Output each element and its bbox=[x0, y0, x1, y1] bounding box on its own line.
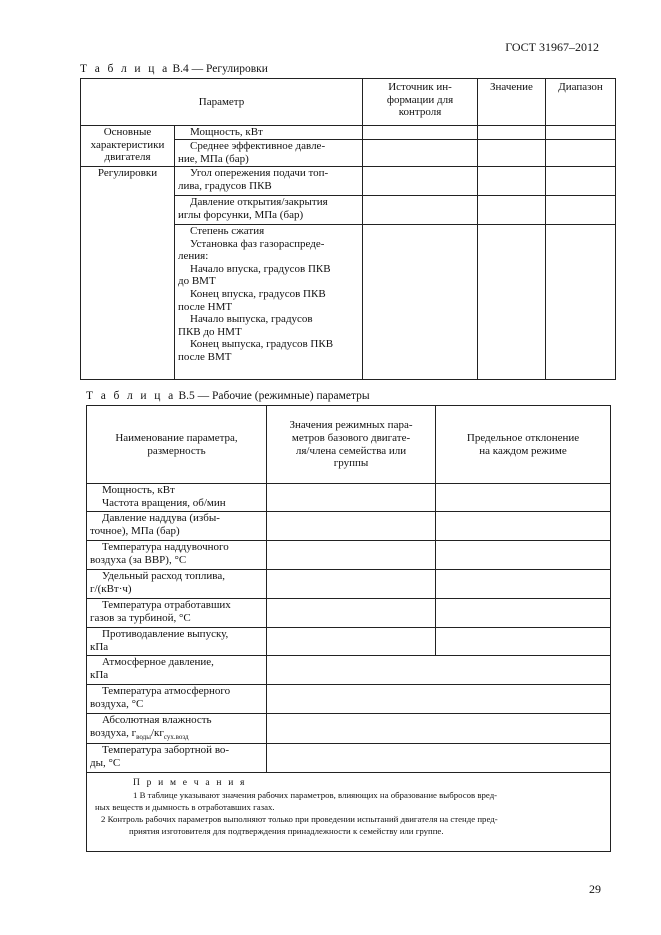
cell-range bbox=[546, 225, 616, 380]
cell-range bbox=[546, 126, 616, 140]
cell-deviation bbox=[436, 599, 611, 628]
cell-value bbox=[478, 196, 546, 225]
cell-value bbox=[267, 656, 611, 685]
cell-value bbox=[267, 570, 436, 599]
table-row: Атмосферное давление, кПа bbox=[87, 656, 267, 685]
cell-value bbox=[267, 685, 611, 714]
cell-deviation bbox=[436, 484, 611, 512]
table-row: Мощность, кВт bbox=[175, 126, 363, 140]
cell-value bbox=[478, 140, 546, 167]
cell-value bbox=[267, 512, 436, 541]
cell-range bbox=[546, 196, 616, 225]
table-row: Температура отработавших газов за турбиной, °С bbox=[87, 599, 267, 628]
cell-value bbox=[267, 714, 611, 744]
cell-deviation bbox=[436, 512, 611, 541]
group-main-characteristics: Основные характеристики двигателя bbox=[81, 126, 175, 167]
cell-value bbox=[267, 628, 436, 656]
table-row: Угол опережения подачи топ- лива, градусов ПКВ bbox=[175, 167, 363, 196]
table-row: Мощность, кВт Частота вращения, об/мин bbox=[87, 484, 267, 512]
cell-value bbox=[267, 744, 611, 773]
table-row: Температура атмосферного воздуха, °С bbox=[87, 685, 267, 714]
cell-deviation bbox=[436, 570, 611, 599]
cell-value bbox=[478, 126, 546, 140]
cell-deviation bbox=[436, 541, 611, 570]
header-range: Диапазон bbox=[546, 79, 616, 126]
table-row: Давление открытия/закрытия иглы форсунки, МПа (бар) bbox=[175, 196, 363, 225]
table-row: Абсолютная влажность воздуха, $г_{воды}/кг_{сух.возд}$ bbox=[87, 714, 267, 744]
cell-value bbox=[478, 167, 546, 196]
header-limit-deviation: Предельное отклонение на каждом режиме bbox=[436, 406, 611, 484]
table-notes: П р и м е ч а н и я 1 В таблице указывают значения рабочих параметров, влияющих на образование выбросов вред- ных веществ и дымность в отработавших газах. 2 Контроль рабочих параметров выполняют только при проведении испытаний двигателя на стенде пред- приятия изготовителя для подтверждения принадлежности к семейству или группе. bbox=[87, 773, 611, 852]
header-param-name: Наименование параметра, размерность bbox=[87, 406, 267, 484]
cell-value bbox=[267, 484, 436, 512]
cell-range bbox=[546, 140, 616, 167]
table-operating-parameters bbox=[86, 405, 611, 852]
standard-number: ГОСТ 31967–2012 bbox=[505, 40, 599, 54]
cell-source bbox=[363, 140, 478, 167]
cell-value bbox=[267, 541, 436, 570]
cell-source bbox=[363, 167, 478, 196]
table4-caption: Т а б л и ц а В.4 — Регулировки bbox=[80, 63, 268, 75]
header-mode-values: Значения режимных пара- метров базового двигате- ля/члена семейства или группы bbox=[267, 406, 436, 484]
table-row: Температура наддувочного воздуха (за ВВР), °С bbox=[87, 541, 267, 570]
header-value: Значение bbox=[478, 79, 546, 126]
table-row: Противодавление выпуску, кПа bbox=[87, 628, 267, 656]
table-row: Среднее эффективное давле- ние, МПа (бар) bbox=[175, 140, 363, 167]
cell-value bbox=[267, 599, 436, 628]
table-row: Температура забортной во- ды, °С bbox=[87, 744, 267, 773]
page-number: 29 bbox=[589, 882, 601, 896]
cell-range bbox=[546, 167, 616, 196]
header-source: Источник ин- формации для контроля bbox=[363, 79, 478, 126]
table-adjustments bbox=[80, 78, 616, 380]
table-row: Давление наддува (избы- точное), МПа (бар) bbox=[87, 512, 267, 541]
group-adjustments: Регулировки bbox=[81, 167, 175, 380]
cell-source bbox=[363, 126, 478, 140]
table-row: Степень сжатия Установка фаз газораспреде- ления: Начало впуска, градусов ПКВ до ВМТ Конец впуска, градусов ПКВ после НМТ Начало выпуска, градусов ПКВ до НМТ Конец выпуска, градусов ПКВ после ВМТ bbox=[175, 225, 363, 380]
cell-source bbox=[363, 225, 478, 380]
cell-source bbox=[363, 196, 478, 225]
cell-deviation bbox=[436, 628, 611, 656]
table-row: Удельный расход топлива, г/(кВт·ч) bbox=[87, 570, 267, 599]
header-parameter: Параметр bbox=[81, 79, 363, 126]
cell-value bbox=[478, 225, 546, 380]
table5-caption: Т а б л и ц а В.5 — Рабочие (режимные) параметры bbox=[86, 390, 370, 402]
